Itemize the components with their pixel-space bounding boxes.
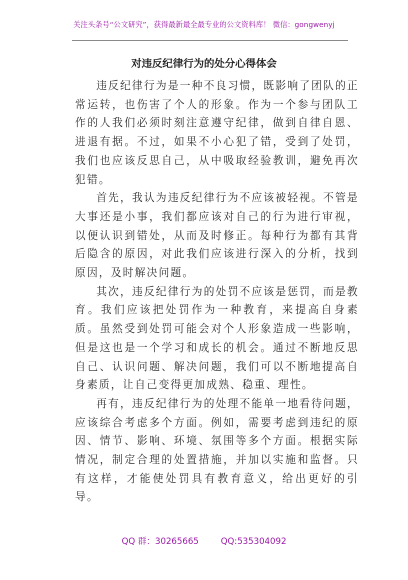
paragraph-2: 首先，我认为违反纪律行为不应该被轻视。不管是大事还是小事，我们都应该对自己的行为进行审视，以便认识到错处，从而及时修正。每种行为都有其背后隐含的原因，对此我们应该进行深入的分析，找到原因，及时解决问题。	[75, 192, 359, 280]
footer-qq: QQ:535304092	[220, 537, 287, 547]
paragraph-4: 再有，违反纪律行为的处理不能单一地看待问题，应该综合考虑多个方面。例如，需要考虑到违纪的原因、情节、影响、环境、氛围等多个方面。根据实际情况，制定合理的处置措施，并加以实施和监督。只有这样，才能使处罚具有教育意义，给出更好的引导。	[75, 397, 359, 504]
footer-qq-group: QQ 群：30265665	[121, 537, 199, 547]
header-divider	[72, 40, 348, 41]
header-banner: 关注头条号“公文研究”，获得最新最全最专业的公文资料库！ 微信：gongwenyj	[73, 20, 335, 29]
document-body	[75, 77, 359, 507]
paragraph-1: 违反纪律行为是一种不良习惯，既影响了团队的正常运转，也伤害了个人的形象。作为一个参与团队工作的人我们必须时刻注意遵守纪律，做到自律自恩、进退有据。不过，如果不小心犯了错，受到了处罚，我们也应该反思自己，从中吸取经验教训，避免再次犯错。	[75, 80, 359, 186]
document-title: 对违反纪律行为的处分心得体会	[131, 58, 277, 70]
footer-contact	[0, 535, 408, 547]
paragraph-3: 其次，违反纪律行为的处罚不应该是惩罚，而是教育。我们应该把处罚作为一种教育，来提高自身素质。虽然受到处罚可能会对个人形象造成一些影响，但是这也是一个学习和成长的机会。通过不断地反思自己、认识问题、解决问题，我们可以不断地提高自身素质，让自己变得更加成熟、稳重、理性。	[75, 285, 359, 392]
